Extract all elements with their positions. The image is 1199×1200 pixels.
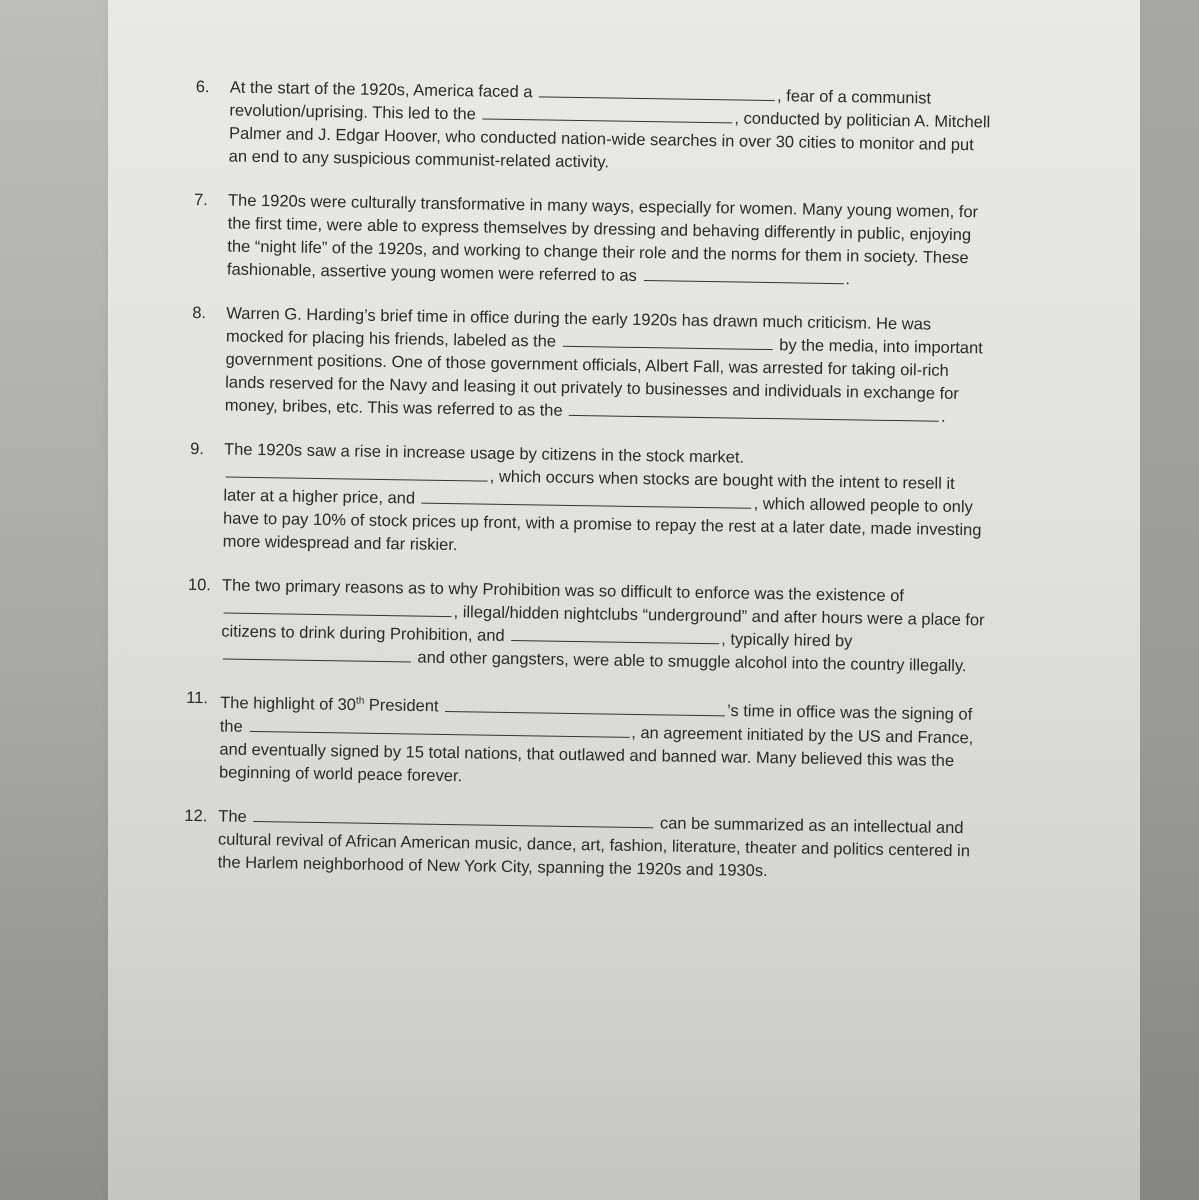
answer-blank[interactable] bbox=[226, 463, 488, 482]
worksheet-content bbox=[183, 76, 996, 907]
question-number: 9. bbox=[189, 439, 205, 459]
question-text: . bbox=[845, 270, 851, 289]
answer-blank[interactable] bbox=[511, 626, 719, 644]
question-8 bbox=[191, 302, 993, 430]
answer-blank[interactable] bbox=[422, 489, 752, 509]
question-text: can be summarized as an intellectual and cultural revival of African American music, dance, art, fashion, literature, theater and politics centered in the Harlem neighborhood of New York City, spanning the 1920s and 1930s. bbox=[217, 813, 971, 880]
answer-blank[interactable] bbox=[482, 105, 732, 124]
question-text: The 1920s saw a rise in increase usage by citizens in the stock market. bbox=[223, 440, 745, 467]
question-text: , an agreement initiated by the US and France, and eventually signed by 15 total nations, that outlawed and banned war. Many believed this was the beginning of world peace forever. bbox=[218, 723, 974, 785]
question-text: ’s time in office was the signing of the bbox=[219, 701, 973, 736]
question-6 bbox=[195, 76, 996, 181]
answer-blank[interactable] bbox=[223, 644, 411, 662]
question-text: The bbox=[218, 806, 247, 826]
question-text: , which allowed people to only have to pay 10% of stock prices up front, with a promise to repay the rest at a later date, made investing more widespread and far riskier. bbox=[222, 494, 982, 555]
question-text: The 1920s were culturally transformative in many ways, especially for women. Many young women, for the first time, were able to express themselves by dressing and behaving differently in public, enjoying the “night life” of the 1920s, and working to change their role and the norms for them in society. These fashionable, assertive young women were referred to as bbox=[226, 191, 979, 285]
question-number: 7. bbox=[193, 190, 208, 210]
question-number: 11. bbox=[186, 688, 209, 708]
answer-blank[interactable] bbox=[249, 716, 629, 737]
question-9 bbox=[189, 438, 991, 566]
question-11 bbox=[185, 687, 986, 796]
question-12 bbox=[183, 804, 984, 886]
answer-blank[interactable] bbox=[643, 266, 843, 284]
question-number: 10. bbox=[187, 575, 212, 595]
question-text: Warren G. Harding’s brief time in office during the early 1920s has drawn much criticism. He was mocked for placing his friends, labeled as the bbox=[225, 304, 932, 351]
answer-blank[interactable] bbox=[253, 806, 653, 827]
answer-blank[interactable] bbox=[539, 82, 775, 101]
question-text: by the media, into important government positions. One of those government officials, Albert Fall, was arrested for taking oil-rich lands reserved for the Navy and leasing it out privately to businesses and individuals in exchange for money, bribes, etc. This was referred to as the bbox=[224, 336, 983, 420]
question-text: At the start of the 1920s, America faced a bbox=[229, 78, 533, 102]
answer-blank[interactable] bbox=[224, 599, 452, 618]
answer-blank[interactable] bbox=[445, 696, 725, 715]
question-text: . bbox=[940, 407, 946, 426]
question-text: and other gangsters, were able to smuggle alcohol into the country illegally. bbox=[417, 648, 967, 676]
question-text: The highlight of 30 bbox=[220, 693, 357, 715]
answer-blank[interactable] bbox=[569, 401, 939, 422]
question-7 bbox=[193, 189, 994, 294]
question-number: 6. bbox=[195, 77, 210, 97]
answer-blank[interactable] bbox=[563, 332, 773, 350]
question-text: President bbox=[364, 696, 439, 716]
question-text: , typically hired by bbox=[721, 630, 853, 651]
question-text: , conducted by politician A. Mitchell Palmer and J. Edgar Hoover, who conducted nation-wide searches in over 30 cities to monitor and put an end to any suspicious communist-related activity. bbox=[228, 109, 991, 172]
question-number: 8. bbox=[192, 303, 207, 323]
question-10 bbox=[187, 574, 988, 679]
question-text: , illegal/hidden nightclubs “underground” and after hours were a place for citizens to drink during Prohibition, and bbox=[221, 603, 985, 645]
question-text: The two primary reasons as to why Prohibition was so difficult to enforce was the existence of bbox=[221, 576, 905, 606]
question-text: , fear of a communist revolution/uprising. This led to the bbox=[229, 87, 932, 124]
desk-surface bbox=[1140, 0, 1199, 1200]
question-number: 12. bbox=[184, 806, 208, 825]
question-text: , which occurs when stocks are bought with the intent to resell it later at a higher price, and bbox=[223, 467, 955, 508]
ordinal-suffix: th bbox=[355, 695, 365, 707]
